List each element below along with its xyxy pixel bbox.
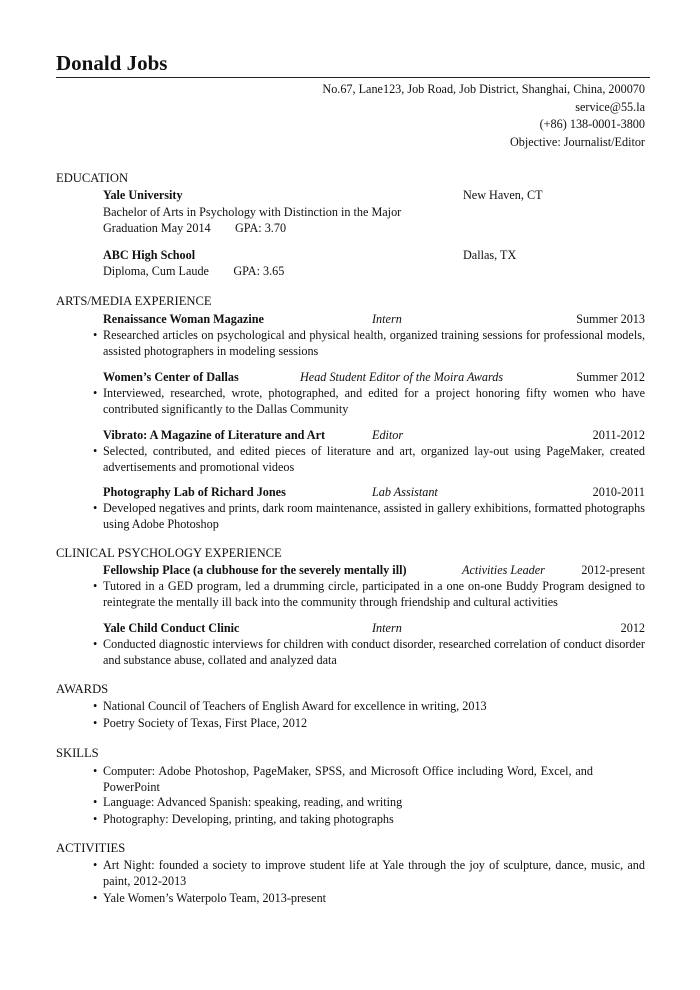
job-role: Activities Leader [462, 563, 545, 577]
list-item: • Art Night: founded a society to improve student life at Yale through the joy of sculpture, dance, music, and paint, 2012-2013 [93, 858, 645, 888]
address: No.67, Lane123, Job Road, Job District, Shanghai, China, 200070 [322, 82, 645, 96]
section-heading-clinical: CLINICAL PSYCHOLOGY EXPERIENCE [56, 546, 282, 560]
job-date: Summer 2012 [576, 370, 645, 384]
list-item: • Conducted diagnostic interviews for children with conduct disorder, researched correlation of conduct disorder and substance abuse, collated and analyzed data [93, 637, 645, 667]
phone: (+86) 138-0001-3800 [539, 117, 645, 131]
header-divider [56, 77, 650, 78]
school-name: ABC High School [103, 248, 196, 262]
job-role: Intern [372, 312, 402, 326]
job-date: 2010-2011 [592, 485, 645, 499]
bullet-icon: • [93, 795, 98, 809]
list-item: • Yale Women’s Waterpolo Team, 2013-present [93, 891, 327, 905]
education-entry-yale [103, 187, 645, 203]
bullet-icon: • [93, 386, 98, 400]
bullet-icon: • [93, 891, 98, 905]
list-item: • Tutored in a GED program, led a drumming circle, participated in a one on-one Buddy Program designed to reintegrate the mentally ill back into the community through friendship and cultural activities [93, 579, 645, 609]
resume-name: Donald Jobs [56, 51, 168, 75]
job-date: 2012 [620, 621, 645, 635]
section-heading-education: EDUCATION [56, 171, 129, 185]
job-role: Lab Assistant [372, 485, 438, 499]
section-heading-arts: ARTS/MEDIA EXPERIENCE [56, 294, 212, 308]
list-item: • Selected, contributed, and edited pieces of literature and art, organized lay-out using PageMaker, created advertisements and promotional videos [93, 444, 645, 474]
bullet-icon: • [93, 764, 98, 778]
list-item: • Researched articles on psychological and physical health, organized training sessions for professional models, assisted photographers in modeling sessions [93, 328, 645, 358]
job-entry [103, 484, 645, 500]
list-item: • National Council of Teachers of English Award for excellence in writing, 2013 [93, 699, 487, 713]
bullet-icon: • [93, 699, 98, 713]
bullet-icon: • [93, 444, 98, 458]
job-entry [103, 562, 645, 578]
section-heading-activities: ACTIVITIES [56, 841, 126, 855]
list-item: • Computer: Adobe Photoshop, PageMaker, SPSS, and Microsoft Office including Word, Excel, and PowerPoint [93, 764, 593, 794]
email: service@55.la [575, 99, 645, 114]
bullet-icon: • [93, 812, 98, 826]
degree-line: Bachelor of Arts in Psychology with Distinction in the Major [103, 205, 402, 219]
school-location: New Haven, CT [463, 188, 543, 202]
job-entry [103, 311, 645, 327]
bullet-icon: • [93, 858, 98, 872]
job-date: 2012-present [581, 563, 645, 577]
job-role: Head Student Editor of the Moira Awards [300, 370, 504, 384]
diploma-line: Diploma, Cum Laude GPA: 3.65 [103, 264, 285, 278]
school-name: Yale University [103, 188, 183, 202]
list-item: • Photography: Developing, printing, and taking photographs [93, 812, 394, 826]
job-org: Yale Child Conduct Clinic [103, 621, 240, 635]
bullet-icon: • [93, 501, 98, 515]
job-org: Photography Lab of Richard Jones [103, 485, 286, 499]
bullet-icon: • [93, 716, 98, 730]
objective: Objective: Journalist/Editor [509, 134, 645, 149]
list-item: • Interviewed, researched, wrote, photographed, and edited for a project honoring fifty women who have contributed significantly to the Dallas Community [93, 386, 645, 416]
school-location: Dallas, TX [463, 248, 517, 262]
job-entry [103, 369, 645, 385]
education-entry-abc [103, 247, 645, 263]
job-role: Intern [372, 621, 402, 635]
job-org: Renaissance Woman Magazine [103, 312, 264, 326]
section-heading-awards: AWARDS [56, 682, 109, 696]
bullet-icon: • [93, 579, 98, 593]
contact-block [322, 81, 645, 151]
job-date: Summer 2013 [576, 312, 645, 326]
bullet-icon: • [93, 637, 98, 651]
job-date: 2011-2012 [592, 428, 645, 442]
list-item: • Language: Advanced Spanish: speaking, reading, and writing [93, 795, 403, 809]
bullet-icon: • [93, 328, 98, 342]
job-entry [103, 620, 645, 636]
job-org: Women’s Center of Dallas [103, 370, 239, 384]
list-item: • Poetry Society of Texas, First Place, 2012 [93, 716, 308, 730]
job-role: Editor [372, 428, 404, 442]
job-org: Vibrato: A Magazine of Literature and Art [103, 428, 326, 442]
list-item: • Developed negatives and prints, dark room maintenance, assisted in gallery exhibitions, formatted photographs using Adobe Photoshop [93, 501, 645, 531]
section-heading-skills: SKILLS [56, 746, 99, 760]
graduation-line: Graduation May 2014 GPA: 3.70 [103, 221, 287, 235]
job-entry [103, 427, 645, 443]
job-org: Fellowship Place (a clubhouse for the severely mentally ill) [103, 563, 407, 577]
